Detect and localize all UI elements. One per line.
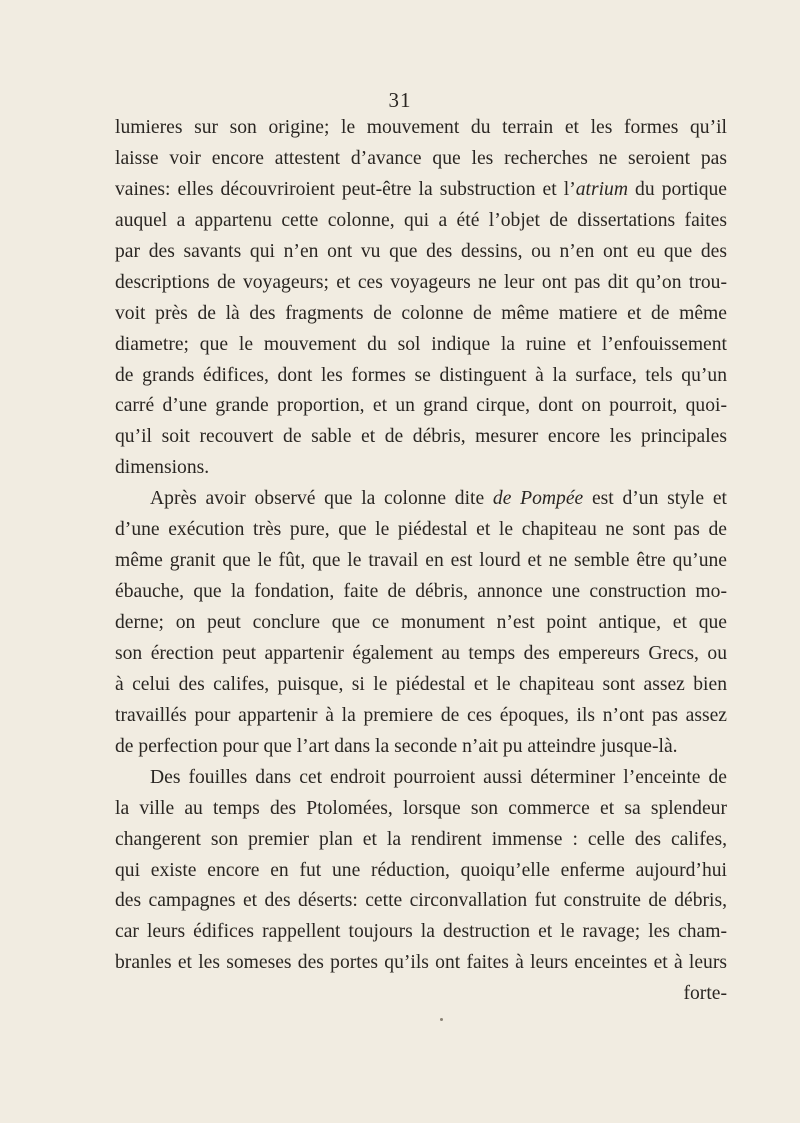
text-line: ébauche, que la fondation, faite de débris, annonce une construction mo- [115,581,727,603]
text-run: du portique [628,178,728,200]
text-line: travaillés pour appartenir à la premiere de ces époques, ils n’ont pas assez [115,704,727,726]
text-line: son érection peut appartenir également au temps des empereurs Grecs, ou [115,642,727,664]
text-run: Après avoir observé que la colonne dite [150,488,493,510]
page-number: 31 [388,88,412,112]
text-line: derne; on peut conclure que ce monument n’est point antique, et que [115,612,727,633]
text-line: descriptions de voyageurs; et ces voyageurs ne leur ont pas dit qu’on trou- [115,271,727,293]
text-line [115,175,727,206]
catchword: forte- [683,983,727,1005]
italic-term: de Pompée [492,488,584,510]
italic-term: atrium [575,178,628,200]
text-line: qu’il soit recouvert de sable et de débris, mesurer encore les principales [115,426,727,448]
text-line: la ville au temps des Ptolomées, lorsque son commerce et sa splendeur [115,797,727,819]
text-line: à celui des califes, puisque, si le piédestal et le chapiteau sont assez bien [115,673,727,695]
paper-speck [440,1018,443,1021]
text-line: Des fouilles dans cet endroit pourroient aussi déterminer l’enceinte de [150,766,727,788]
text-line: des campagnes et des déserts: cette circonvallation fut construite de débris, [115,890,727,912]
text-line: auquel a appartenu cette colonne, qui a été l’objet de dissertations faites [115,209,727,231]
text-line: car leurs édifices rappellent toujours la destruction et le ravage; les cham- [115,921,727,943]
text-run: est d’un style et [583,488,727,510]
text-line: de grands édifices, dont les formes se distinguent à la surface, tels qu’un [115,364,727,386]
text-line: dimensions. [115,457,210,479]
text-line: laisse voir encore attestent d’avance que les recherches ne seroient pas [115,147,727,169]
body-text [115,113,727,1010]
text-line: de perfection pour que l’art dans la seconde n’ait pu atteindre jusque-là. [115,735,678,757]
text-line: même granit que le fût, que le travail en est lourd et ne semble être qu’une [115,550,727,572]
text-line: par des savants qui n’en ont vu que des dessins, ou n’en ont eu que des [115,240,727,262]
text-line [115,484,727,515]
text-line: carré d’une grande proportion, et un grand cirque, dont on pourroit, quoi- [115,395,727,417]
text-line: voit près de là des fragments de colonne de même matiere et de même [115,302,727,324]
text-line: branles et les someses des portes qu’ils ont faites à leurs enceintes et à leurs [115,952,727,974]
text-line: lumieres sur son origine; le mouvement du terrain et les formes qu’il [115,117,727,138]
text-line: d’une exécution très pure, que le piédestal et le chapiteau ne sont pas de [115,519,727,541]
text-line: qui existe encore en fut une réduction, quoiqu’elle enferme aujourd’hui [115,859,727,881]
text-run: vaines: elles découvriroient peut-être la substruction et l’ [115,178,576,200]
text-line: changerent son premier plan et la rendirent immense : celle des califes, [115,828,727,850]
text-line: diametre; que le mouvement du sol indique la ruine et l’enfouissement [115,333,727,355]
